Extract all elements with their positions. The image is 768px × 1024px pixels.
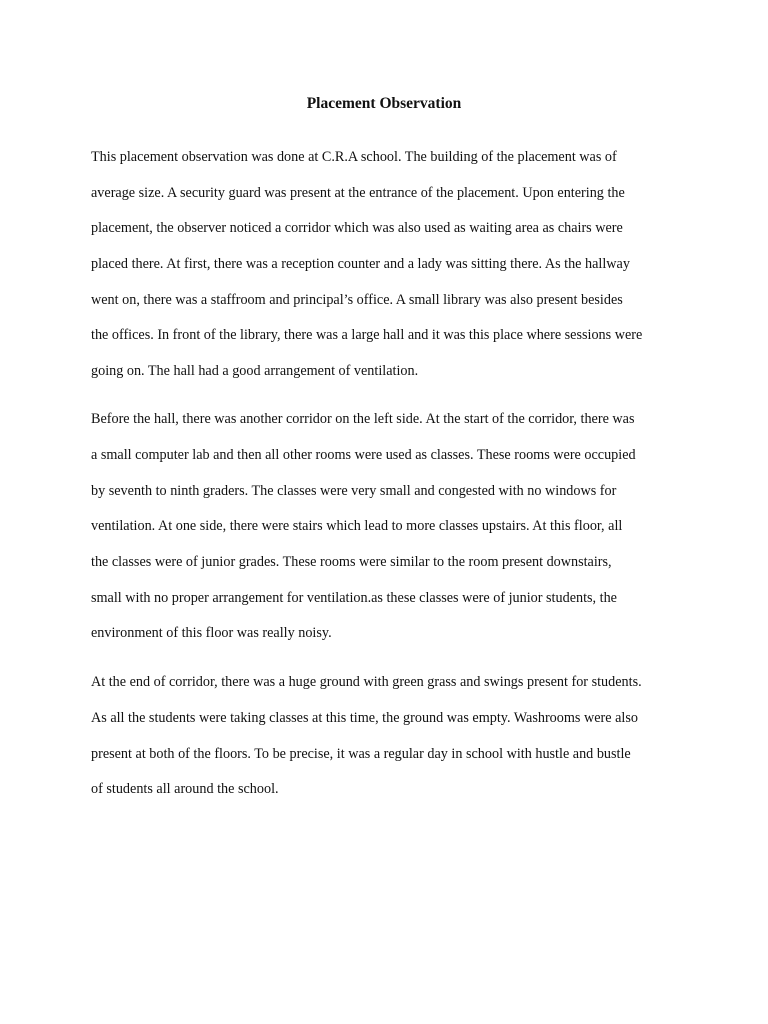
paragraph-line: going on. The hall had a good arrangement of ventilation. [91, 362, 419, 379]
paragraph-line: As all the students were taking classes at this time, the ground was empty. Washrooms were also [91, 710, 638, 726]
paragraph-line: ventilation. At one side, there were stairs which lead to more classes upstairs. At this floor, all [91, 518, 623, 534]
paragraph-line: present at both of the floors. To be precise, it was a regular day in school with hustle and bustle [91, 745, 631, 762]
paragraph-line: by seventh to ninth graders. The classes were very small and congested with no windows for [91, 482, 617, 499]
paragraph-line: placement, the observer noticed a corridor which was also used as waiting area as chairs were [91, 220, 623, 236]
paragraph-line: went on, there was a staffroom and principal’s office. A small library was also present besides [91, 291, 623, 308]
paragraph-line: the classes were of junior grades. These rooms were similar to the room present downstairs, [91, 554, 612, 570]
document-title: Placement Observation [306, 95, 462, 112]
paragraph-line: Before the hall, there was another corridor on the left side. At the start of the corridor, there was [91, 411, 635, 427]
paragraph-line: a small computer lab and then all other rooms were used as classes. These rooms were occupied [91, 447, 636, 463]
paragraph-line: This placement observation was done at C.R.A school. The building of the placement was of [91, 149, 617, 165]
paragraph-line: small with no proper arrangement for ventilation.as these classes were of junior students, the [91, 589, 617, 606]
paragraph-line: placed there. At first, there was a reception counter and a lady was sitting there. As the hallway [91, 256, 630, 272]
paragraph-line: of students all around the school. [91, 781, 279, 797]
paragraph-line: average size. A security guard was present at the entrance of the placement. Upon entering the [91, 184, 625, 201]
paragraph-line: environment of this floor was really noisy. [91, 625, 332, 641]
paragraph-line: At the end of corridor, there was a huge ground with green grass and swings present for students. [91, 674, 642, 690]
paragraph-line: the offices. In front of the library, there was a large hall and it was this place where sessions were [91, 327, 643, 343]
